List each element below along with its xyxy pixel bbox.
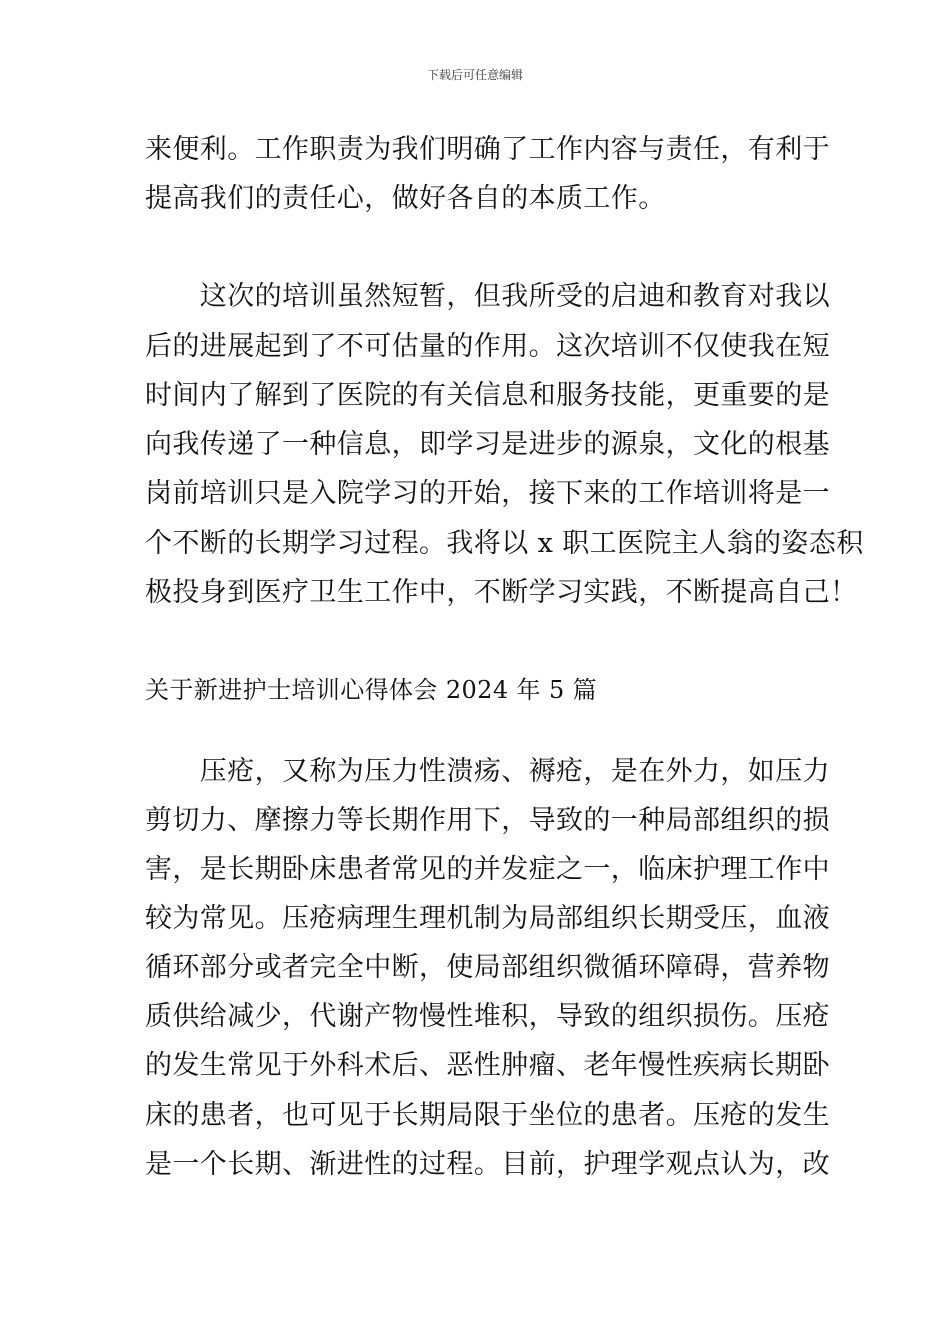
paragraph-3-line-3: 害，是长期卧床患者常见的并发症之一，临床护理工作中 — [145, 854, 830, 885]
section-title: 关于新进护士培训心得体会 2024 年 5 篇 — [145, 676, 598, 704]
paragraph-1-line-2: 提高我们的责任心，做好各自的本质工作。 — [145, 183, 666, 214]
paragraph-2-line-7: 极投身到医疗卫生工作中，不断学习实践，不断提高自己！ — [145, 577, 858, 608]
paragraph-3-line-7: 的发生常见于外科术后、恶性肿瘤、老年慢性疾病长期卧 — [145, 1050, 830, 1081]
paragraph-2-line-5: 岗前培训只是入院学习的开始，接下来的工作培训将是一 — [145, 478, 830, 509]
paragraph-2-line-2: 后的进展起到了不可估量的作用。这次培训不仅使我在短 — [145, 331, 830, 362]
paragraph-3-line-1: 压疮，又称为压力性溃疡、褥疮，是在外力，如压力 — [145, 756, 830, 787]
paragraph-2-line-6: 个不断的长期学习过程。我将以 x 职工医院主人翁的姿态积 — [145, 528, 864, 559]
paragraph-2-line-3: 时间内了解到了医院的有关信息和服务技能，更重要的是 — [145, 380, 830, 411]
paragraph-2-line-1: 这次的培训虽然短暂，但我所受的启迪和教育对我以 — [145, 281, 830, 312]
paragraph-1-line-1: 来便利。工作职责为我们明确了工作内容与责任，有利于 — [145, 134, 830, 165]
paragraph-3-line-5: 循环部分或者完全中断，使局部组织微循环障碍，营养物 — [145, 952, 830, 983]
paragraph-3-line-8: 床的患者，也可见于长期局限于坐位的患者。压疮的发生 — [145, 1100, 830, 1131]
paragraph-3-line-6: 质供给减少，代谢产物慢性堆积，导致的组织损伤。压疮 — [145, 1001, 830, 1032]
header-note: 下载后可任意编辑 — [426, 68, 523, 82]
paragraph-3-line-9: 是一个长期、渐进性的过程。目前，护理学观点认为，改 — [145, 1149, 830, 1180]
paragraph-3-line-4: 较为常见。压疮病理生理机制为局部组织长期受压，血液 — [145, 903, 830, 934]
paragraph-3-line-2: 剪切力、摩擦力等长期作用下，导致的一种局部组织的损 — [145, 805, 830, 836]
paragraph-2-line-4: 向我传递了一种信息，即学习是进步的源泉，文化的根基 — [145, 429, 830, 460]
